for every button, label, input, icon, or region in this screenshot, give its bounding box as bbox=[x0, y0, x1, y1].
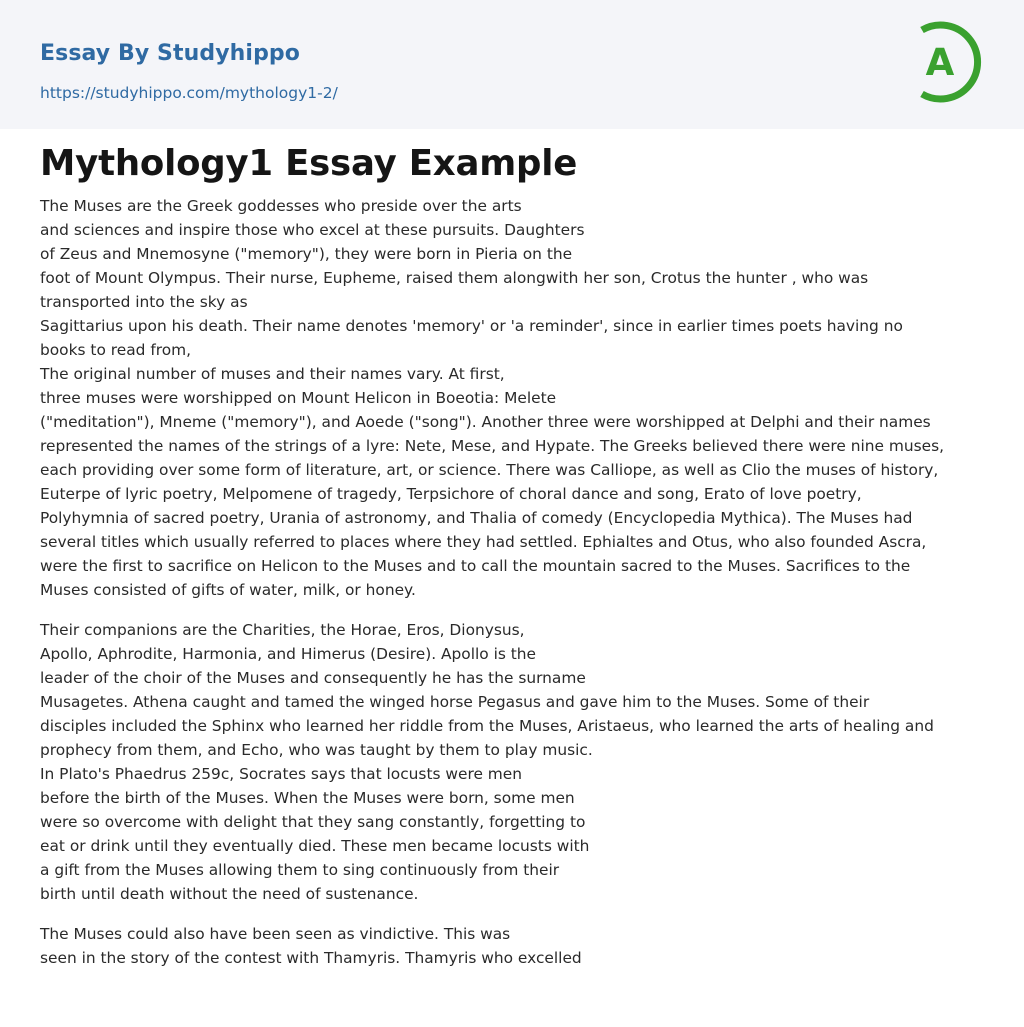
logo-letter: A bbox=[925, 41, 955, 84]
essay-paragraph bbox=[40, 194, 990, 602]
paragraph-line: In Plato's Phaedrus 259c, Socrates says that locusts were men bbox=[40, 765, 523, 783]
paragraph-line: prophecy from them, and Echo, who was taught by them to play music. bbox=[40, 741, 593, 759]
paragraph-line: eat or drink until they eventually died. These men became locusts with bbox=[40, 837, 590, 855]
paragraph-line: The Muses are the Greek goddesses who preside over the arts bbox=[40, 197, 522, 215]
essay-body bbox=[40, 194, 990, 986]
paragraph-line: each providing over some form of literature, art, or science. There was Calliope, as well as Clio the muses of history, bbox=[40, 461, 939, 479]
paragraph-line: before the birth of the Muses. When the Muses were born, some men bbox=[40, 789, 575, 807]
paragraph-line: seen in the story of the contest with Thamyris. Thamyris who excelled bbox=[40, 949, 582, 967]
site-brand[interactable]: Essay By Studyhippo bbox=[40, 41, 300, 66]
essay-paragraph bbox=[40, 922, 990, 970]
paragraph-line: ("meditation"), Mneme ("memory"), and Aoede ("song"). Another three were worshipped at Delphi and their names bbox=[40, 413, 931, 431]
paragraph-line: Musagetes. Athena caught and tamed the winged horse Pegasus and gave him to the Muses. Some of their bbox=[40, 693, 870, 711]
paragraph-line: several titles which usually referred to places where they had settled. Ephialtes and Otus, who also founded Ascra, bbox=[40, 533, 927, 551]
paragraph-line: leader of the choir of the Muses and consequently he has the surname bbox=[40, 669, 586, 687]
paragraph-line: The original number of muses and their names vary. At first, bbox=[40, 365, 505, 383]
paragraph-line: were the first to sacrifice on Helicon to the Muses and to call the mountain sacred to the Muses. Sacrifices to the bbox=[40, 557, 911, 575]
paragraph-line: foot of Mount Olympus. Their nurse, Eupheme, raised them alongwith her son, Crotus the hunter , who was bbox=[40, 269, 869, 287]
paragraph-line: Sagittarius upon his death. Their name denotes 'memory' or 'a reminder', since in earlier times poets having no bbox=[40, 317, 903, 335]
site-header bbox=[0, 0, 1024, 129]
paragraph-line: three muses were worshipped on Mount Helicon in Boeotia: Melete bbox=[40, 389, 557, 407]
essay-url-link[interactable]: https://studyhippo.com/mythology1-2/ bbox=[40, 84, 338, 102]
paragraph-line: Apollo, Aphrodite, Harmonia, and Himerus (Desire). Apollo is the bbox=[40, 645, 537, 663]
paragraph-line: of Zeus and Mnemosyne ("memory"), they were born in Pieria on the bbox=[40, 245, 573, 263]
paragraph-line: Polyhymnia of sacred poetry, Urania of astronomy, and Thalia of comedy (Encyclopedia Mythica). The Muses had bbox=[40, 509, 913, 527]
paragraph-line: birth until death without the need of sustenance. bbox=[40, 885, 419, 903]
paragraph-line: Euterpe of lyric poetry, Melpomene of tragedy, Terpsichore of choral dance and song, Erato of love poetry, bbox=[40, 485, 862, 503]
paragraph-line: Their companions are the Charities, the Horae, Eros, Dionysus, bbox=[40, 621, 525, 639]
paragraph-line: and sciences and inspire those who excel at these pursuits. Daughters bbox=[40, 221, 585, 239]
paragraph-line: transported into the sky as bbox=[40, 293, 248, 311]
paragraph-line: represented the names of the strings of a lyre: Nete, Mese, and Hypate. The Greeks believed there were nine muses, bbox=[40, 437, 945, 455]
page-title: Mythology1 Essay Example bbox=[40, 143, 578, 184]
paragraph-line: Muses consisted of gifts of water, milk, or honey. bbox=[40, 581, 416, 599]
paragraph-line: books to read from, bbox=[40, 341, 192, 359]
paragraph-line: were so overcome with delight that they sang constantly, forgetting to bbox=[40, 813, 586, 831]
paragraph-line: The Muses could also have been seen as vindictive. This was bbox=[40, 925, 511, 943]
studyhippo-logo-icon[interactable] bbox=[910, 18, 988, 106]
essay-paragraph bbox=[40, 618, 990, 906]
paragraph-line: disciples included the Sphinx who learned her riddle from the Muses, Aristaeus, who learned the arts of healing and bbox=[40, 717, 934, 735]
paragraph-line: a gift from the Muses allowing them to sing continuously from their bbox=[40, 861, 560, 879]
